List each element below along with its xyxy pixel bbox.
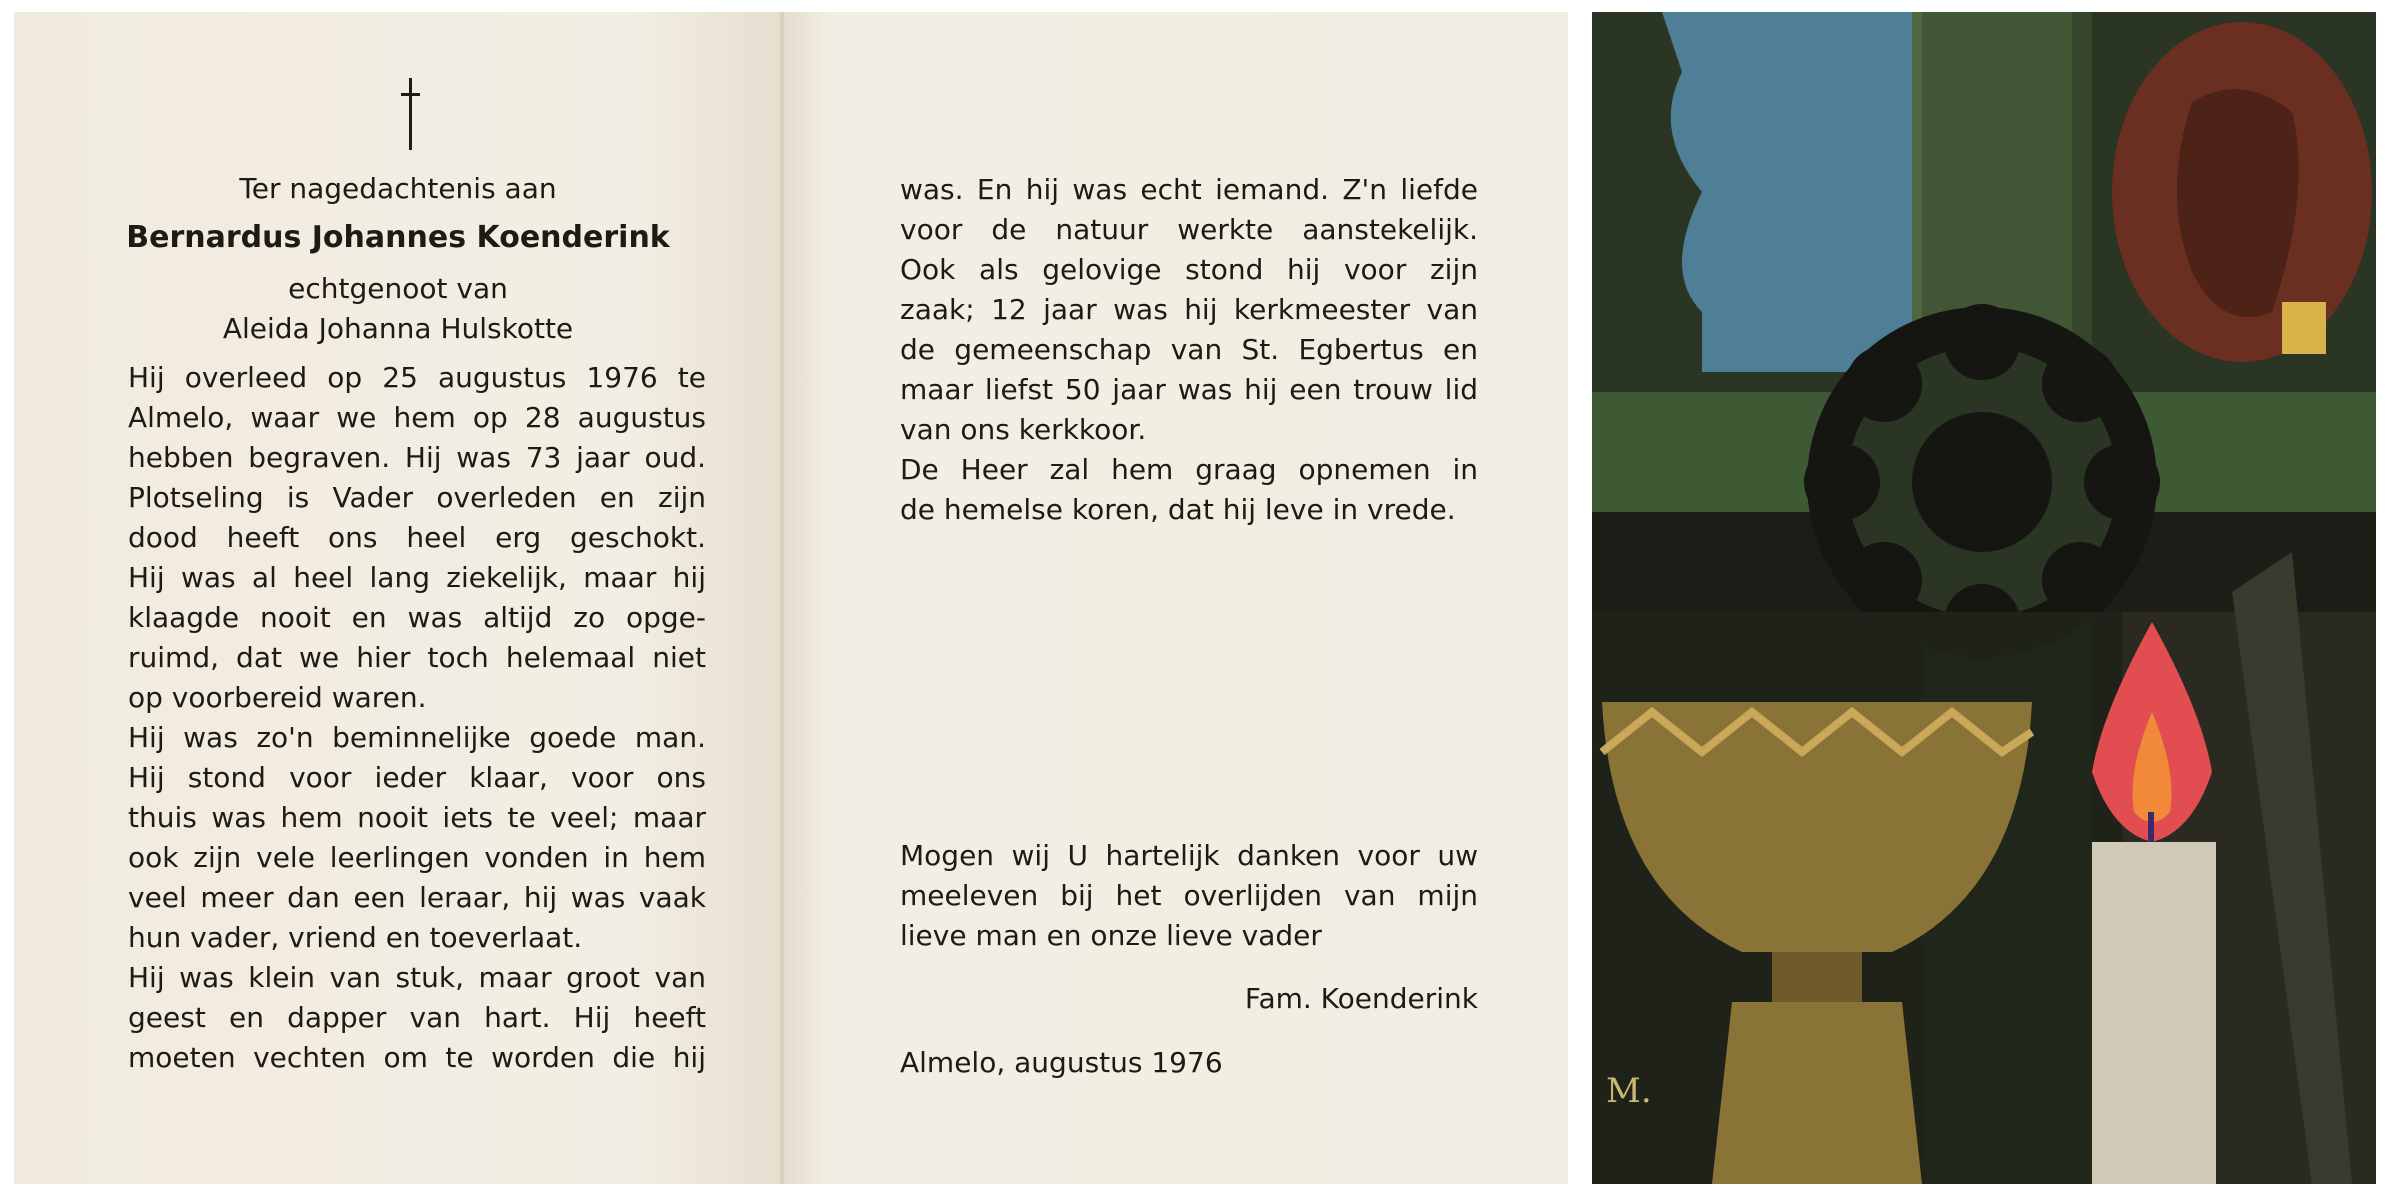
obituary-text-middle xyxy=(900,170,1478,530)
text-line: Mogen wij U hartelijk danken voor uw xyxy=(900,839,1478,872)
gold-fleck xyxy=(2282,302,2326,354)
heading-in-memory: Ter nagedachtenis aan xyxy=(239,172,557,205)
text-line: klaagde nooit en was altijd zo opge- xyxy=(128,601,706,634)
text-line: meeleven bij het overlijden van mijn xyxy=(900,879,1478,912)
family-signature: Fam. Koenderink xyxy=(1244,982,1478,1015)
text-line: Hij was klein van stuk, maar groot van xyxy=(128,961,706,994)
cross-icon xyxy=(398,78,422,152)
text-line: moeten vechten om te worden die hij xyxy=(128,1041,706,1074)
text-line: veel meer dan een leraar, hij was vaak xyxy=(128,881,706,914)
text-line: voor de natuur werkte aanstekelijk. xyxy=(900,213,1478,246)
text-line: dood heeft ons heel erg geschokt. xyxy=(128,521,706,554)
text-line: Hij was al heel lang ziekelijk, maar hij xyxy=(128,561,706,594)
text-line: Hij overleed op 25 augustus 1976 te xyxy=(128,361,706,394)
painting-signature: M. xyxy=(1606,1071,1652,1111)
text-line: Hij was zo'n beminnelijke goede man. xyxy=(128,721,706,754)
text-line: Hij stond voor ieder klaar, voor ons xyxy=(128,761,706,794)
chalice-stem xyxy=(1712,1002,1922,1184)
text-line: Ook als gelovige stond hij voor zijn xyxy=(900,253,1478,286)
text-line: ruimd, dat we hier toch helemaal niet xyxy=(128,641,706,674)
text-line: lieve man en onze lieve vader xyxy=(900,919,1322,952)
text-line: de gemeenschap van St. Egbertus en xyxy=(900,333,1478,366)
text-line: zaak; 12 jaar was hij kerkmeester van xyxy=(900,293,1478,326)
text-line: hun vader, vriend en toeverlaat. xyxy=(128,921,583,954)
text-line: ook zijn vele leerlingen vonden in hem xyxy=(128,841,706,874)
text-line: Almelo, waar we hem op 28 augustus xyxy=(128,401,706,434)
text-line: van ons kerkkoor. xyxy=(900,413,1147,446)
chalice-candle-painting xyxy=(1592,12,2376,1184)
relation-label: echtgenoot van xyxy=(288,272,508,305)
text-line: Plotseling is Vader overleden en zijn xyxy=(128,481,706,514)
text-line: op voorbereid waren. xyxy=(128,681,427,714)
obituary-text-left xyxy=(128,358,706,1078)
text-line: hebben begraven. Hij was 73 jaar oud. xyxy=(128,441,706,474)
text-line: de hemelse koren, dat hij leve in vrede. xyxy=(900,493,1456,526)
spouse-name: Aleida Johanna Hulskotte xyxy=(222,312,574,345)
thanks-text xyxy=(900,836,1478,956)
place-date: Almelo, augustus 1976 xyxy=(900,1046,1223,1079)
deceased-name: Bernardus Johannes Koenderink xyxy=(126,220,670,255)
candle-body xyxy=(2092,842,2216,1184)
text-line: De Heer zal hem graag opnemen in xyxy=(900,453,1478,486)
text-line: geest en dapper van hart. Hij heeft xyxy=(128,1001,706,1034)
text-line: maar liefst 50 jaar was hij een trouw lid xyxy=(900,373,1478,406)
text-line: was. En hij was echt iemand. Z'n liefde xyxy=(900,173,1478,206)
text-line: thuis was hem nooit iets te veel; maar xyxy=(128,801,706,834)
